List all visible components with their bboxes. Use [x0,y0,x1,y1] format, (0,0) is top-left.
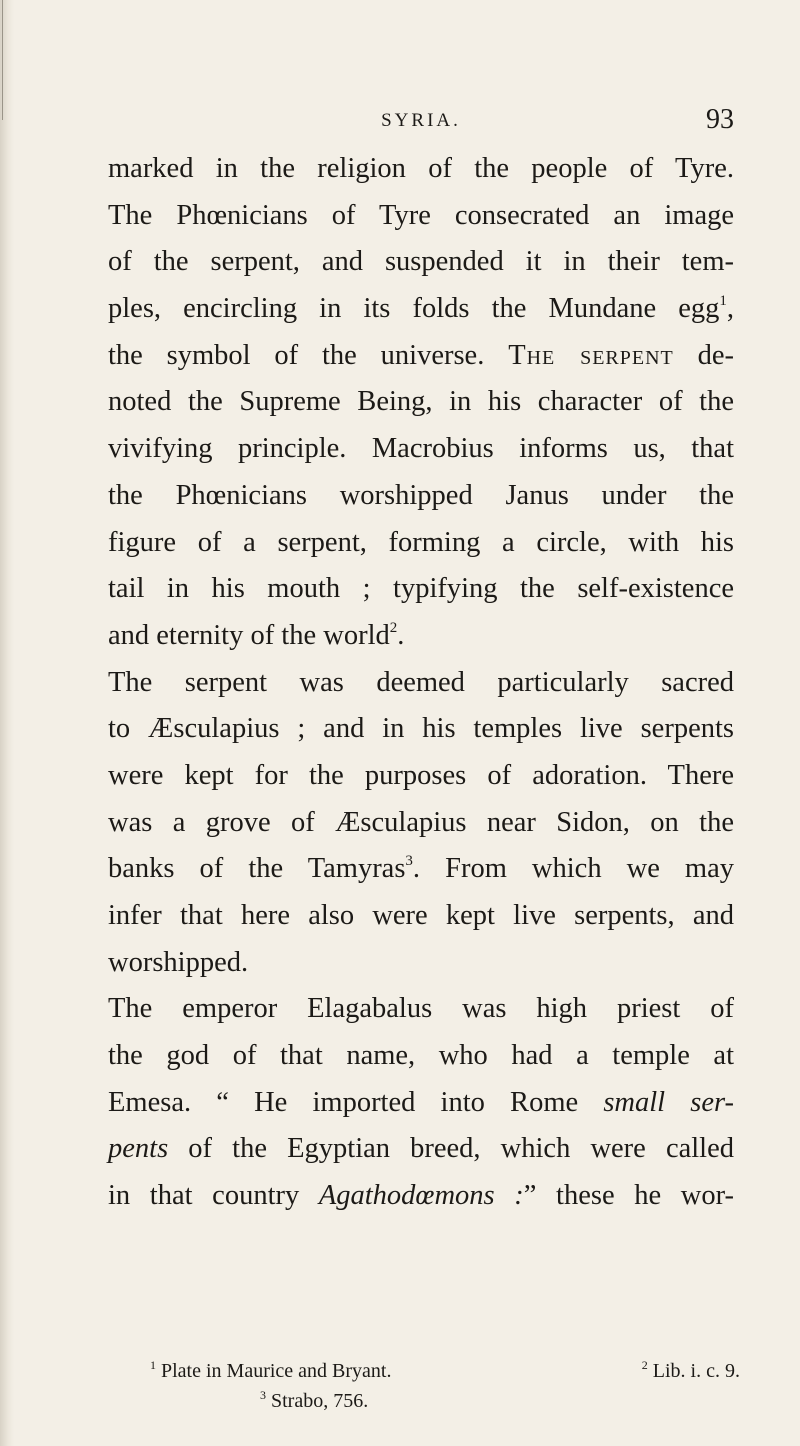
page-header [108,104,734,140]
footnote-2 [642,1356,740,1386]
text-run: to Æsculapius ; and in his temples live serpents [108,713,734,745]
text-line [108,333,734,380]
text-line [108,660,734,707]
text-run: Emesa. “ He imported into Rome [108,1086,604,1118]
text-run: ” these he wor- [523,1180,734,1212]
footnote-ref: 1 [719,293,727,310]
text-run: vivifying principle. Macrobius informs us, that [108,433,734,465]
text-line [108,800,734,847]
text-run: . From which we may [412,853,734,885]
text-line [108,893,734,940]
text-run: worshipped. [108,946,249,978]
text-run: marked in the religion of the people of Tyre. [108,153,734,184]
text-line [108,520,734,567]
text-run: figure of a serpent, forming a circle, with his [108,526,734,558]
text-line [108,1126,734,1173]
italic-text: pents [108,1133,169,1165]
text-line [108,1173,734,1220]
footnote-2-number: 2 [641,1358,648,1372]
text-run: , [726,293,734,325]
text-line [108,706,734,753]
small-caps-text: The serpent [508,339,674,371]
italic-text: Agathodœmons : [318,1180,524,1212]
text-run: . [397,619,405,651]
text-line [108,986,734,1033]
text-run: was a grove of Æsculapius near Sidon, on the [108,806,734,838]
footnote-1-text: Plate in Maurice and Bryant. [161,1360,392,1382]
footnote-1-number: 1 [150,1358,156,1372]
text-run: were kept for the purposes of adoration. There [108,759,734,791]
text-run: noted the Supreme Being, in his character of the [108,386,734,418]
text-line [108,239,734,286]
text-run: the god of that name, who had a temple at [108,1040,734,1072]
text-run: The emperor Elagabalus was high priest of [108,993,734,1025]
text-line [108,379,734,426]
text-run: in that country [108,1180,319,1212]
text-line [108,753,734,800]
text-run: of the serpent, and suspended it in their tem- [108,246,734,278]
running-head: SYRIA. [381,110,461,131]
footnote-3 [260,1390,368,1412]
text-run: ples, encircling in its folds the Mundane egg [108,293,720,325]
text-line [108,193,734,240]
text-run: the symbol of the universe. [108,339,509,371]
footnote-3-number: 3 [260,1388,266,1402]
text-run: The Phœnicians of Tyre consecrated an image [108,199,734,231]
footnote-1 [150,1356,392,1386]
footnotes [150,1356,740,1416]
footnote-2-text: Lib. i. c. 9. [652,1360,740,1382]
text-run: tail in his mouth ; typifying the self-existence [108,573,734,605]
text-line [108,146,734,193]
text-run: de- [673,339,735,371]
text-line [108,940,734,987]
footnote-ref: 3 [405,853,413,870]
text-run: The serpent was deemed particularly sacred [108,666,734,698]
text-line [108,1080,734,1127]
page-number: 93 [706,104,734,135]
page-edge [0,0,14,1446]
text-run: infer that here also were kept live serpents, and [108,900,734,931]
body-text [108,146,734,1220]
footnote-ref: 2 [389,619,398,636]
text-line [108,846,734,893]
footnote-3-text: Strabo, 756. [271,1390,369,1412]
text-run: the Phœnicians worshipped Janus under the [108,479,734,511]
text-line [108,473,734,520]
text-run: of the Egyptian breed, which were called [168,1133,734,1165]
text-run: banks of the Tamyras [108,853,406,885]
italic-text: small ser- [603,1086,734,1118]
page-edge-line [2,0,3,120]
text-run: and eternity of the world [108,619,390,651]
text-line [108,286,734,333]
text-line [108,566,734,613]
text-line [108,613,734,660]
text-line [108,426,734,473]
text-line [108,1033,734,1080]
